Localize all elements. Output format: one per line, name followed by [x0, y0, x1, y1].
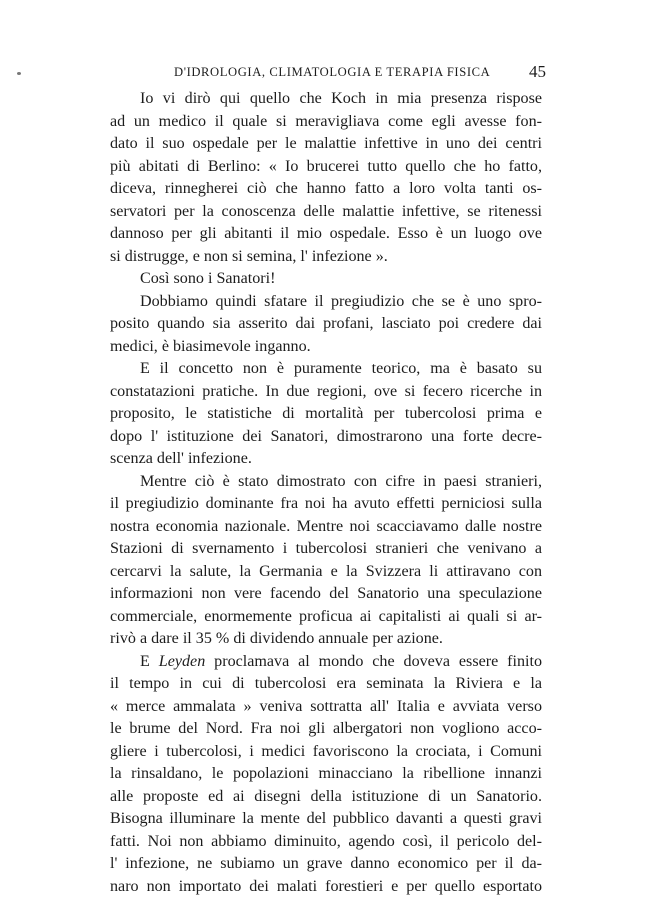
text-line: le brume del Nord. Fra noi gli albergatori non vogliono acco- — [110, 720, 542, 737]
text-line: dopo l' istituzione dei Sanatori, dimostrarono una forte decre- — [110, 427, 542, 445]
text-line: posito quando sia asserito dai profani, lasciato poi credere dai — [110, 315, 542, 332]
line-prefix: E — [140, 652, 150, 670]
text-line: Così sono i Sanatori! — [140, 270, 276, 287]
text-line: nostra economia nazionale. Mentre noi scacciavamo dalle nostre — [110, 517, 542, 535]
text-line: medici, è biasimevole inganno. — [110, 337, 311, 355]
text-line: cercarvi la salute, la Germania e la Svizzera li attiravano con — [110, 562, 542, 580]
text-line: scenza dell' infezione. — [110, 450, 252, 467]
body-text — [110, 88, 542, 898]
text-line: informazioni non vere facendo del Sanatorio una speculazione — [110, 585, 542, 602]
text-line: il tempo in cui di tubercolosi era seminata la Riviera e la — [110, 675, 542, 692]
running-title: D'IDROLOGIA, CLIMATOLOGIA E TERAPIA FISICA — [174, 65, 491, 79]
text-line: ad un medico il quale si meravigliava come egli avesse fon- — [110, 112, 542, 130]
text-line: E il concetto non è puramente teorico, ma è basato su — [140, 360, 542, 377]
text-line: Stazioni di svernamento i tubercolosi stranieri che venivano a — [110, 540, 542, 557]
text-line: servatori per la conoscenza delle malattie infettive, se ritenessi — [110, 202, 542, 220]
text-line: constatazioni pratiche. In due regioni, ove si fecero ricerche in — [110, 382, 542, 400]
line-rest: proclamava al mondo che doveva essere finito — [214, 652, 542, 670]
text-line: Dobbiamo quindi sfatare il pregiudizio che se è uno spro- — [140, 292, 542, 310]
text-line: alle proposte ed ai disegni della istituzione di un Sanatorio. — [110, 787, 542, 805]
text-line: la rinsaldano, le popolazioni minacciano la ribellione innanzi — [110, 765, 542, 782]
text-line: fatti. Noi non abbiamo diminuito, agendo così, il pericolo del- — [110, 832, 542, 850]
text-line: dato il suo ospedale per le malattie infettive in uno dei centri — [110, 135, 542, 152]
text-line: si distrugge, e non si semina, l' infezione ». — [110, 247, 388, 265]
text-line: dannoso per gli abitanti il mio ospedale. Esso è un luogo ove — [110, 225, 542, 242]
text-line: gliere i tubercolosi, i medici favoriscono la crociata, i Comuni — [110, 742, 542, 760]
text-line: Io vi dirò qui quello che Koch in mia presenza rispose — [140, 90, 542, 107]
text-line: più abitati di Berlino: « Io brucerei tutto quello che ho fatto, — [110, 157, 542, 175]
text-line: naro non importato dei malati forestieri e per quello esportato — [110, 877, 542, 895]
text-line: proposito, le statistiche di mortalità per tubercolosi prima e — [110, 405, 542, 422]
text-line: Bisogna illuminare la mente del pubblico davanti a questi gravi — [110, 810, 542, 827]
page-header — [110, 62, 546, 84]
italic-name-leyden: Leyden — [158, 652, 206, 670]
text-line: commerciale, enormemente proficua ai capitalisti ai quali si ar- — [110, 607, 542, 625]
text-line: l' infezione, ne subiamo un grave danno economico per il da- — [110, 855, 542, 872]
text-line: diceva, rinnegherei ciò che hanno fatto a loro volta tanti os- — [110, 180, 542, 197]
text-line: il pregiudizio dominante fra noi ha avuto effetti perniciosi sulla — [110, 495, 542, 512]
text-line: rivò a dare il 35 % di dividendo annuale per azione. — [110, 630, 443, 647]
stray-ink-mark — [17, 72, 21, 75]
text-line: « merce ammalata » veniva sottratta all' Italia e avviata verso — [110, 697, 542, 715]
text-line — [110, 651, 542, 674]
page-number: 45 — [529, 62, 546, 81]
text-line: Mentre ciò è stato dimostrato con cifre in paesi stranieri, — [140, 472, 542, 490]
